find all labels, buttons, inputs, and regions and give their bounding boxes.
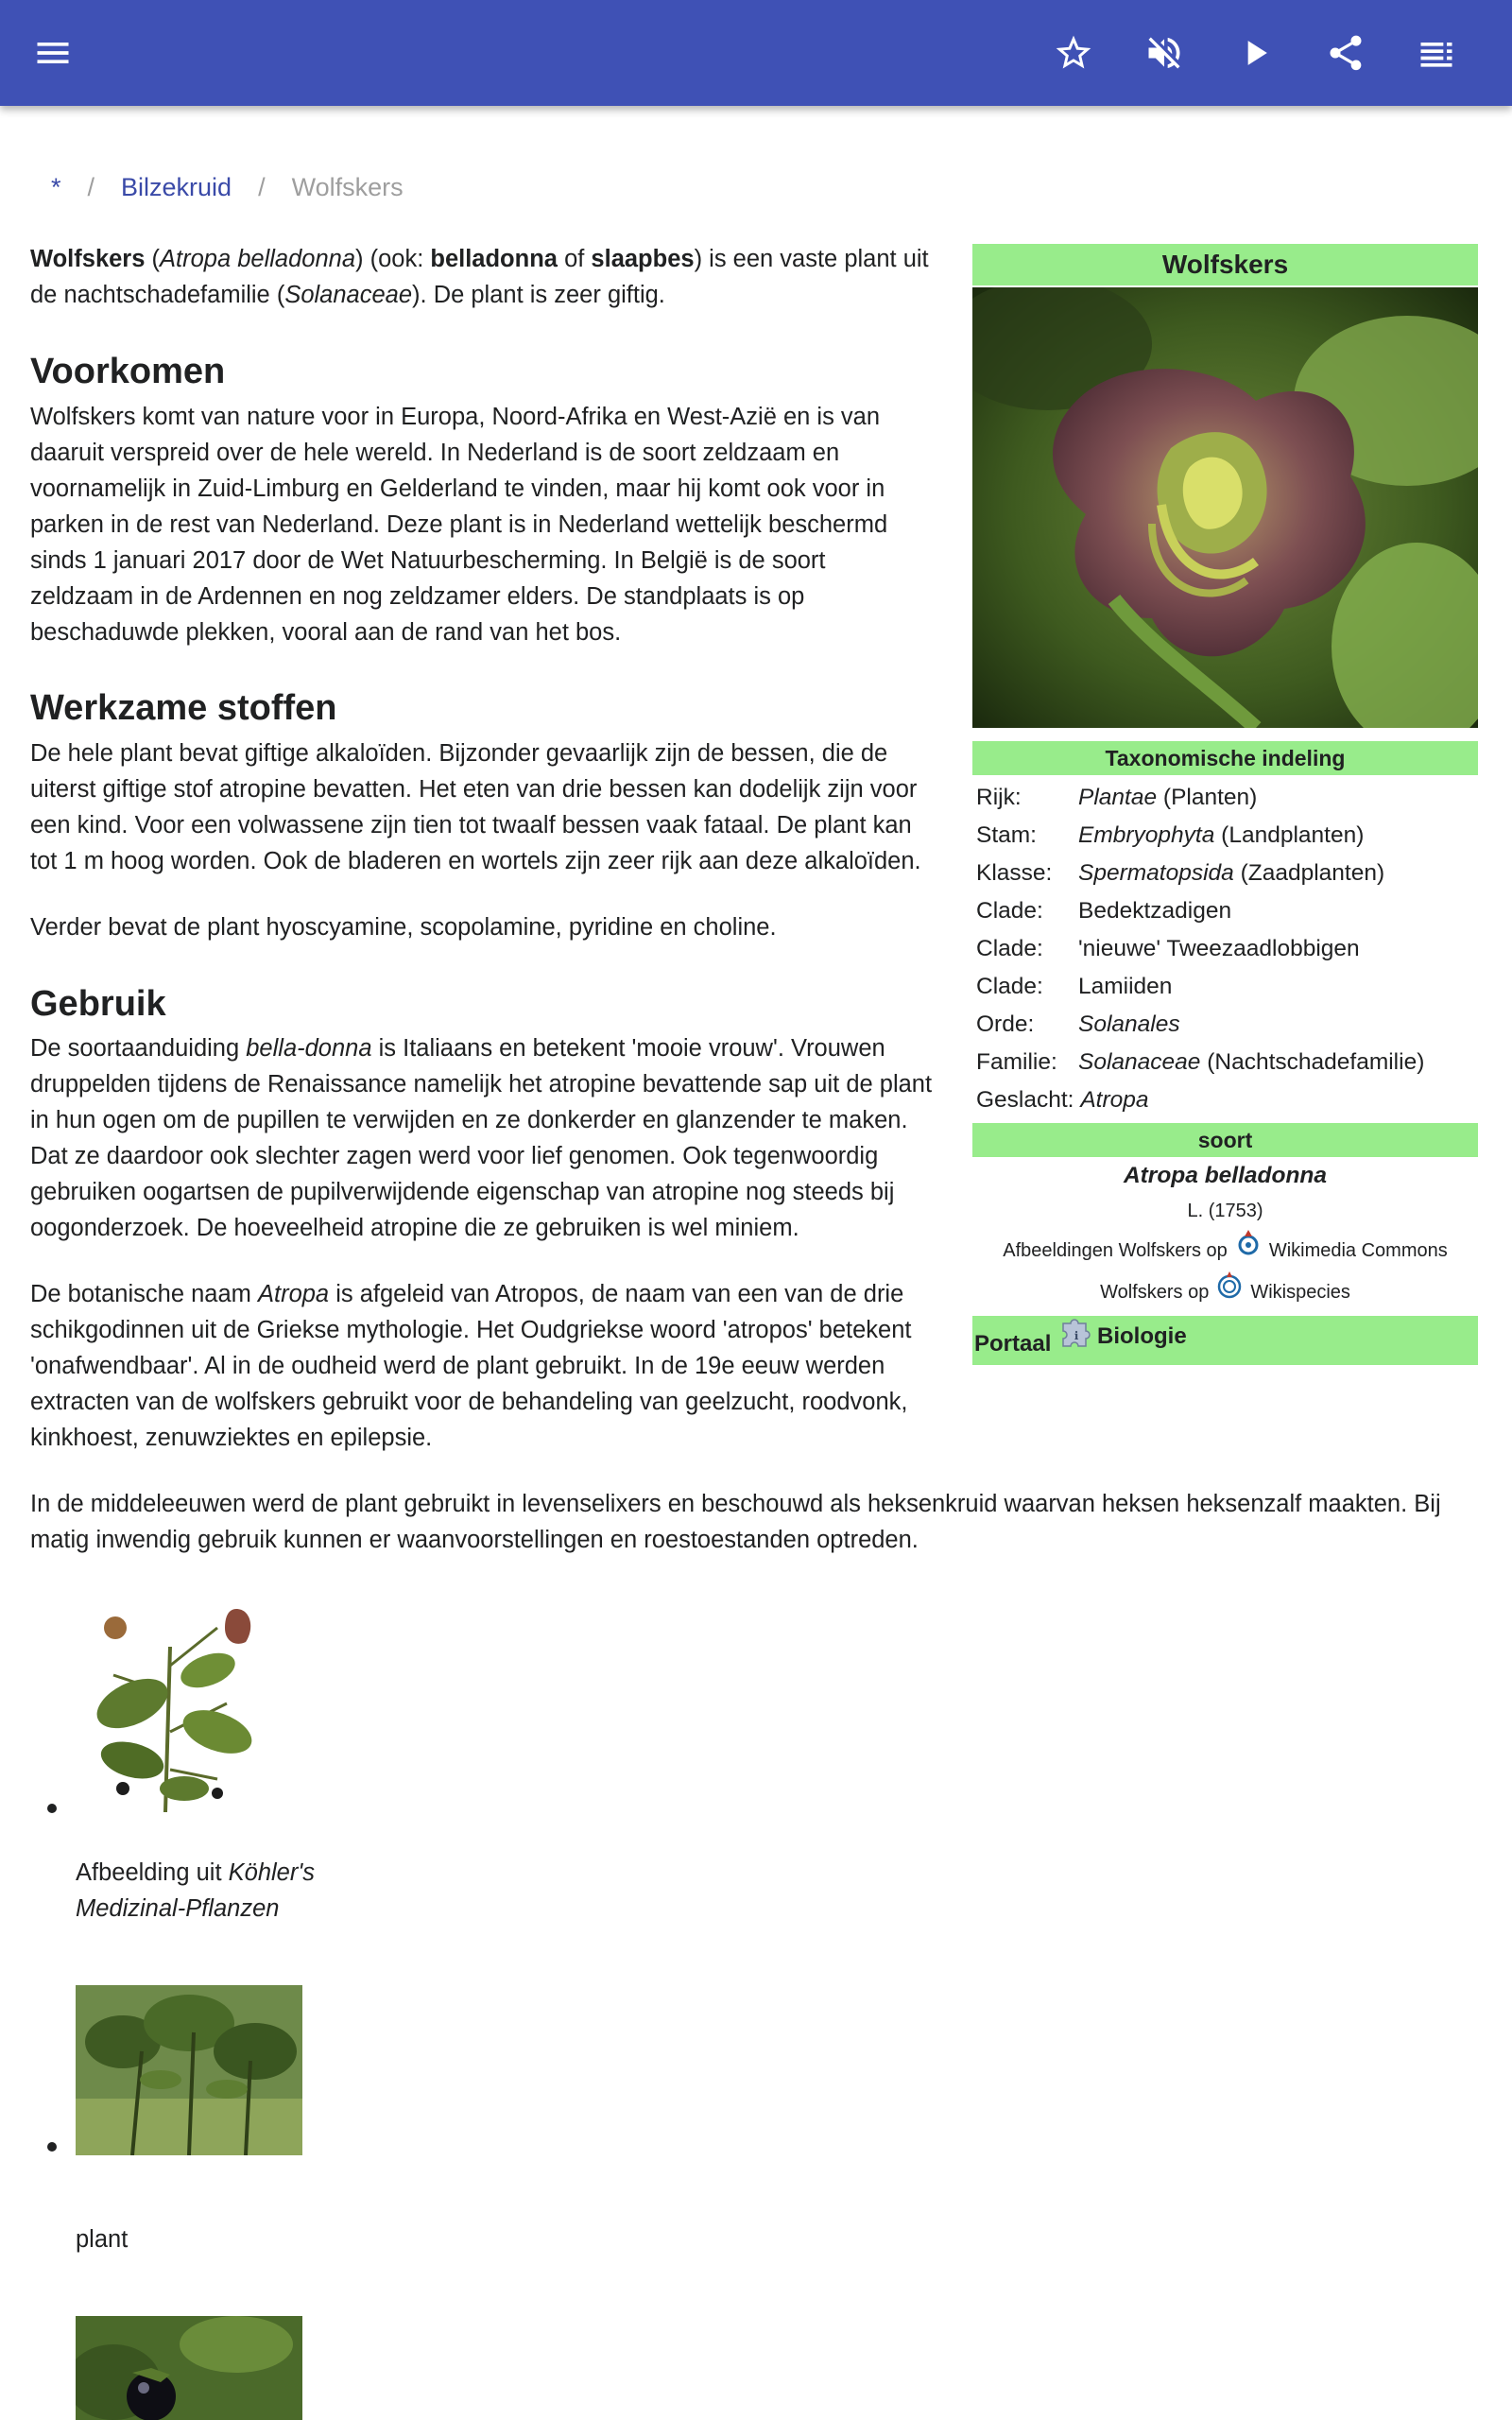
taxonomy-link[interactable]: Plantae [1078, 785, 1158, 810]
taxonomy-common-name: (Landplanten) [1214, 822, 1365, 848]
taxonomy-label: Clade: [976, 974, 1043, 999]
puzzle-piece-icon [1056, 1312, 1097, 1354]
taxonomy-row [972, 930, 1478, 968]
taxonomy-row [972, 855, 1478, 892]
text-line: oogonderzoek. De hoeveelheid atropine die ze gebruiken is wel miniem. [30, 1215, 799, 1241]
gebruik-paragraph-3 [30, 1486, 1495, 1558]
text-line: sinds 1 januari 2017 door de Wet Natuurbescherming. In België is de soort [30, 547, 826, 574]
text-line: zeldzaam in de Ardennen en nog zeldzamer elders. De standplaats is op [30, 583, 805, 610]
gallery-image-botanical-drawing[interactable] [76, 1590, 274, 1817]
list-bullet [47, 1804, 57, 1813]
caption-book-title: Köhler's [228, 1859, 315, 1886]
taxonomy-label: Geslacht: [976, 1087, 1074, 1113]
taxonomy-common-name: (Nachtschadefamilie) [1200, 1049, 1425, 1075]
taxobox [972, 244, 1478, 1365]
taxonomy-label: Familie: [976, 1049, 1057, 1075]
text-line: De soortaanduiding [30, 1035, 247, 1062]
taxonomy-row [972, 1044, 1478, 1081]
contents-button[interactable] [1410, 26, 1463, 79]
intro-text: de nachtschadefamilie ( [30, 282, 285, 308]
commons-link-row [972, 1227, 1478, 1274]
caption-book-title: Medizinal-Pflanzen [76, 1895, 280, 1922]
breadcrumb-separator: / [258, 173, 266, 201]
wikimedia-commons-link[interactable]: Wikimedia Commons [1268, 1240, 1448, 1261]
taxonomy-link[interactable]: Spermatopsida [1078, 860, 1234, 886]
text-line: 'onafwendbaar'. Al in de oudheid werd de plant gebruikt. In de 19e eeuw werden [30, 1353, 885, 1379]
text-line: parken in de rest van Nederland. Deze plant is in Nederland wettelijk beschermd [30, 511, 888, 538]
taxonomy-row [972, 892, 1478, 930]
text-line: matig inwendig gebruik kunnen er waanvoorstellingen en roestoestanden optreden. [30, 1527, 919, 1553]
section-heading-gebruik: Gebruik [30, 984, 166, 1024]
taxonomy-common-name: 'nieuwe' Tweezaadlobbigen [1078, 936, 1360, 961]
taxonomy-table [972, 779, 1478, 1119]
taxonomy-label: Rijk: [976, 785, 1022, 810]
taxonomy-label: Stam: [976, 822, 1037, 848]
playlist-icon [1416, 32, 1457, 74]
intro-paragraph [30, 241, 956, 313]
text-line: voornamelijk in Zuid-Limburg en Gelderland te vinden, maar hij komt ook voor in [30, 475, 885, 502]
favorite-button[interactable] [1047, 26, 1100, 79]
portal-biologie-link[interactable]: Biologie [1097, 1323, 1187, 1349]
text-line: beschaduwde plekken, vooral aan de rand van het bos. [30, 619, 622, 646]
play-icon [1234, 32, 1276, 74]
latin-term: Atropa [257, 1281, 330, 1307]
mute-icon [1143, 32, 1185, 74]
taxonomy-row [972, 968, 1478, 1006]
gallery-image-berry[interactable] [76, 2316, 302, 2420]
play-button[interactable] [1228, 26, 1281, 79]
list-bullet [47, 2142, 57, 2152]
intro-synonym: slaapbes [591, 246, 695, 272]
wikispecies-link[interactable]: Wikispecies [1250, 1282, 1350, 1303]
gallery-caption-2: plant [76, 2226, 129, 2253]
taxonomy-row-genus [972, 1081, 1478, 1119]
text-line: is Italiaans en betekent 'mooie vrouw'. Vrouwen [371, 1035, 885, 1062]
taxonomy-link[interactable]: Solanaceae [1078, 1049, 1201, 1075]
text-line: is afgeleid van Atropos, de naam van een van de drie [329, 1281, 904, 1307]
wikispecies-icon [1214, 1270, 1245, 1300]
intro-term: Wolfskers [30, 246, 146, 272]
text-line: daaruit verspreid over de hele wereld. In Nederland is de soort zeldzaam en [30, 440, 840, 466]
taxobox-taxonomy-header: Taxonomische indeling [972, 741, 1478, 775]
intro-text: ). De plant is zeer giftig. [412, 282, 665, 308]
commons-link-text: Afbeeldingen Wolfskers op [1003, 1240, 1228, 1261]
share-icon [1325, 32, 1366, 74]
intro-synonym: belladonna [430, 246, 558, 272]
taxonomy-common-name: Lamiiden [1078, 974, 1173, 999]
intro-family-name: Solanaceae [284, 282, 413, 308]
taxonomy-label: Clade: [976, 936, 1043, 961]
share-button[interactable] [1319, 26, 1372, 79]
wikispecies-link-text: Wolfskers op [1100, 1282, 1210, 1303]
taxonomy-link[interactable]: Embryophyta [1078, 822, 1215, 848]
taxonomy-common-name: Bedektzadigen [1078, 898, 1232, 924]
gebruik-paragraph-2 [30, 1276, 956, 1456]
svg-text:ℹ: ℹ [1074, 1329, 1079, 1342]
section-heading-werkzame-stoffen: Werkzame stoffen [30, 688, 337, 728]
mute-button[interactable] [1138, 26, 1191, 79]
taxonomy-label: Clade: [976, 898, 1043, 924]
portal-label: Portaal [974, 1331, 1052, 1357]
taxonomy-label: Klasse: [976, 860, 1053, 886]
taxonomy-link[interactable]: Solanales [1078, 1011, 1180, 1037]
gallery-caption-1 [76, 1855, 315, 1927]
text-line: kinkhoest, zenuwziektes en epilepsie. [30, 1425, 433, 1451]
intro-latin-name: Atropa belladonna [160, 246, 356, 272]
text-line: druppelden tijdens de Renaissance namelijk het atropine bevattende sap uit de plant [30, 1071, 933, 1098]
menu-icon [32, 32, 74, 74]
text-line: In de middeleeuwen werd de plant gebruikt in levenselixers en beschouwd als heksenkruid waarvan heksen heksenzalf maakten. Bij [30, 1491, 1441, 1517]
breadcrumb [51, 168, 404, 206]
menu-button[interactable] [26, 26, 79, 79]
caption-text: Afbeelding uit [76, 1859, 229, 1886]
text-line: een kind. Voor een volwassene zijn tien tot twaalf bessen vaak fataal. De plant kan [30, 812, 912, 838]
text-line: gebruiken oogartsen de pupilverwijdende eigenschap van atropine nog steeds bij [30, 1179, 895, 1205]
werkzame-paragraph-2: Verder bevat de plant hyoscyamine, scopolamine, pyridine en choline. [30, 914, 777, 941]
flower-photo[interactable] [972, 287, 1478, 728]
text-line: schikgodinnen uit de Griekse mythologie. Het Oudgriekse woord 'atropos' betekent [30, 1317, 912, 1343]
section-heading-voorkomen: Voorkomen [30, 352, 226, 391]
intro-text: ) is een vaste plant uit [694, 246, 929, 272]
gallery-image-plant[interactable] [76, 1985, 302, 2155]
text-line: extracten van de wolfskers gebruikt voor de behandeling van geelzucht, roodvonk, [30, 1389, 908, 1415]
wikispecies-link-row [972, 1269, 1478, 1316]
species-author: L. (1753) [1187, 1201, 1263, 1221]
text-line: Dat ze daardoor ook slechter zagen werd voor lief genomen. Ook tegenwoordig [30, 1143, 879, 1169]
latin-term: bella-donna [246, 1035, 372, 1062]
text-line: tot 1 m hoog worden. Ook de bladeren en wortels zijn zeer rijk aan deze alkaloïden. [30, 848, 921, 874]
wikimedia-commons-icon [1233, 1228, 1263, 1258]
taxobox-title: Wolfskers [972, 244, 1478, 285]
star-icon [1053, 32, 1094, 74]
breadcrumb-home-link[interactable]: * [51, 173, 61, 201]
werkzame-paragraph [30, 735, 956, 879]
text-line: uiterst giftige stof atropine bevatten. Het eten van drie bessen kan dodelijk zijn voor [30, 776, 918, 803]
taxonomy-common-name: (Planten) [1157, 785, 1258, 810]
portal-bar [972, 1316, 1478, 1365]
breadcrumb-parent-link[interactable]: Bilzekruid [121, 173, 232, 201]
taxonomy-row [972, 1006, 1478, 1044]
app-bar [0, 0, 1512, 106]
intro-text: ) (ook: [355, 246, 431, 272]
text-line: De hele plant bevat giftige alkaloïden. Bijzonder gevaarlijk zijn de bessen, die de [30, 740, 888, 767]
taxonomy-common-name: (Zaadplanten) [1233, 860, 1385, 886]
breadcrumb-separator: / [87, 173, 95, 201]
text-line: Wolfskers komt van nature voor in Europa, Noord-Afrika en West-Azië en is van [30, 404, 881, 430]
taxobox-species-header: soort [972, 1123, 1478, 1157]
taxonomy-row [972, 779, 1478, 817]
intro-text: ( [145, 246, 160, 272]
taxonomy-row [972, 817, 1478, 855]
gebruik-paragraph-1 [30, 1030, 956, 1246]
text-line: in hun ogen om de pupillen te verwijden en ze donkerder en glanzender te maken. [30, 1107, 908, 1133]
taxonomy-link[interactable]: Atropa [1080, 1087, 1149, 1113]
breadcrumb-current: Wolfskers [291, 173, 404, 201]
text-line: De botanische naam [30, 1281, 258, 1307]
intro-text: of [557, 246, 592, 272]
species-name: Atropa belladonna [1123, 1163, 1328, 1188]
taxonomy-label: Orde: [976, 1011, 1035, 1037]
voorkomen-paragraph [30, 399, 956, 650]
